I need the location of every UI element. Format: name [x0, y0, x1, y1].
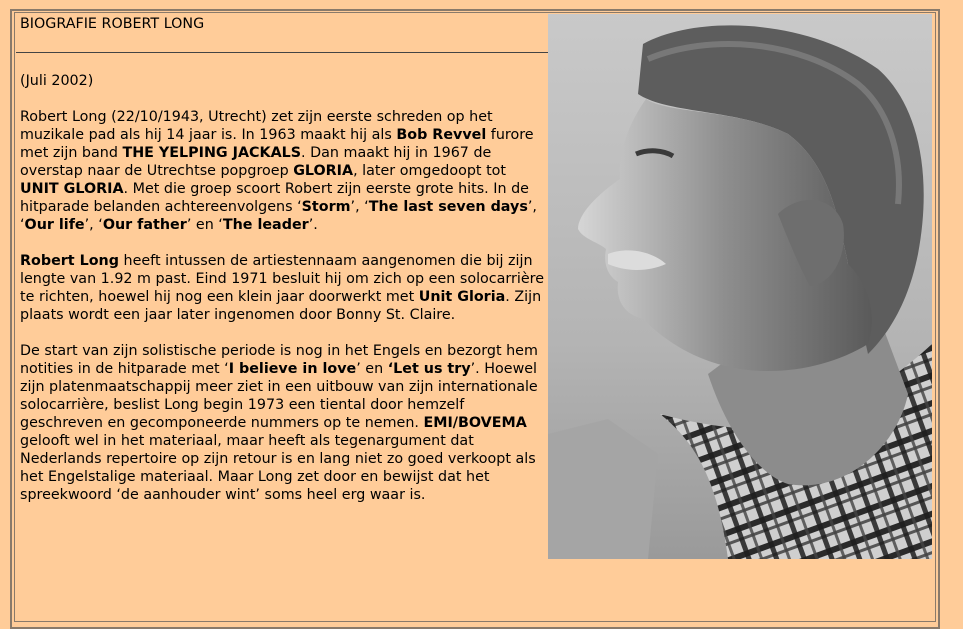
bold-text: The last seven days: [368, 199, 528, 215]
portrait-image: [548, 14, 932, 559]
page-title: BIOGRAFIE ROBERT LONG: [20, 16, 205, 32]
title-divider: [16, 52, 548, 53]
text-run: ’, ‘: [350, 199, 369, 215]
text-run: ’ en: [356, 361, 388, 377]
text-run: ’.: [308, 217, 318, 233]
bold-text: UNIT GLORIA: [20, 181, 124, 197]
text-run: ’. Hoewel zijn platenmaatschappij meer ziet in een uitbouw van zijn internationale solocarrière, beslist Long begin 1973 een tiental door hemzelf geschreven en gecomponeerde nummers op te nemen.: [20, 361, 538, 431]
bold-text: THE YELPING JACKALS: [122, 145, 302, 161]
text-run: heeft intussen de artiestennaam aangenomen die bij zijn lengte van 1.92 m past. Eind 1971 besluit hij om zich op een solocarrière te richten, hoewel hij nog een klein jaar doorwerkt met: [20, 253, 545, 305]
bold-text: EMI/BOVEMA: [423, 415, 527, 431]
text-run: ’ en ‘: [186, 217, 223, 233]
bold-text: Bob Revvel: [396, 127, 487, 143]
text-run: furore met zijn band: [20, 127, 534, 161]
text-run: . Dan maakt hij in 1967 de overstap naar de Utrechtse popgroep: [20, 145, 492, 179]
biography-column: [20, 15, 548, 522]
paragraph-stage-name: [20, 252, 548, 324]
bold-text: GLORIA: [293, 163, 354, 179]
bold-text: Unit Gloria: [418, 289, 506, 305]
bold-text: Our father: [102, 217, 187, 233]
text-run: , later omgedoopt tot: [353, 163, 507, 179]
paragraph-solo-period: [20, 342, 548, 504]
text-run: Robert Long (22/10/1943, Utrecht) zet zijn eerste schreden op het muzikale pad als hij 14 jaar is. In 1963 maakt hij als: [20, 109, 493, 143]
bold-text: The leader: [222, 217, 309, 233]
bold-text: Storm: [301, 199, 351, 215]
bold-text: Robert Long: [20, 253, 119, 269]
date-line: (Juli 2002): [20, 73, 94, 89]
text-run: . Met die groep scoort Robert zijn eerste grote hits. In de hitparade belanden achtereenvolgens ‘: [20, 181, 529, 215]
paragraph-early-career: [20, 108, 548, 234]
text-run: gelooft wel in het materiaal, maar heeft als tegenargument dat Nederlands repertoire op zijn retour is en lang niet zo goed verkoopt als het Engelstalige materiaal. Maar Long zet door en bewijst dat het spreekwoord ‘de aanhouder wint’ soms heel erg waar is.: [20, 433, 536, 503]
text-run: De start van zijn solistische periode is nog in het Engels en bezorgt hem notities in de hitparade met ‘: [20, 343, 538, 377]
bold-text: I believe in love: [228, 361, 357, 377]
text-run: ’, ‘: [20, 199, 537, 233]
text-run: ’, ‘: [84, 217, 103, 233]
bold-text: Our life: [24, 217, 85, 233]
portrait-photo: [548, 14, 932, 559]
bold-text: ‘Let us try: [387, 361, 471, 377]
text-run: . Zijn plaats wordt een jaar later ingenomen door Bonny St. Claire.: [20, 289, 542, 323]
